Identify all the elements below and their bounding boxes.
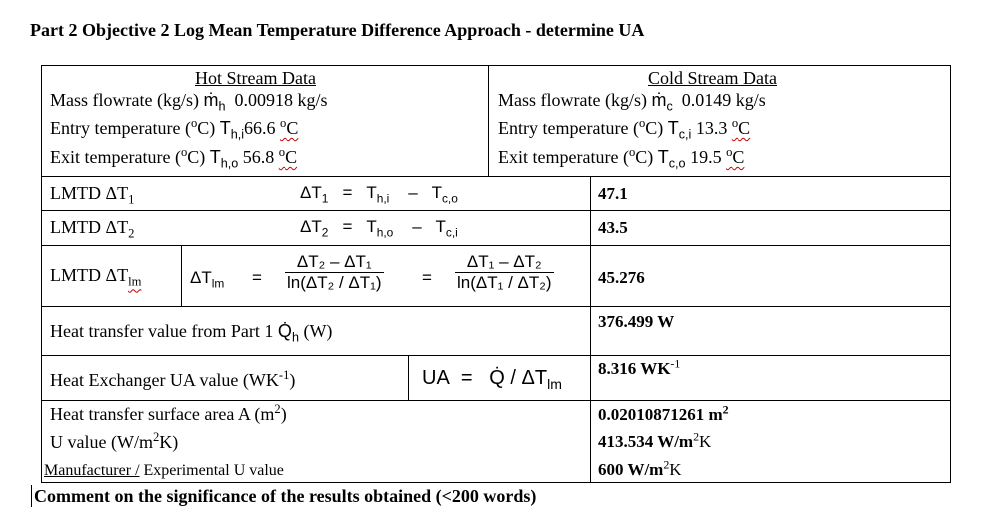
- page-title: Part 2 Objective 2 Log Mean Temperature Difference Approach - determine UA: [30, 20, 645, 40]
- lmtd-dt1-formula: $\Delta T_1$ = $T_{h,i}$ – $T_{c,o}$: [300, 183, 458, 206]
- lmtd-dt2-label: LMTD $\Delta T_2$: [50, 217, 135, 241]
- hot-stream-header: Hot Stream Data: [195, 68, 316, 88]
- manufacturer-u-value: 600 $W/m^2K$: [598, 457, 682, 479]
- lmtd-dtlm-equals-2: =: [422, 268, 432, 287]
- heat-transfer-value: 376.499 W: [598, 312, 675, 331]
- hot-exit-temperature: Exit temperature ($^o$C) $T_{h,o}$ 56.8 $^o$C: [50, 145, 298, 171]
- lmtd-dtlm-label: LMTD $\Delta T_{lm}$: [50, 265, 142, 289]
- lmtd-dt2-value: 43.5: [598, 218, 628, 237]
- cold-exit-temperature: Exit temperature ($^o$C) $T_{c,o}$ 19.5 $^o$C: [498, 145, 745, 171]
- u-value-label: U value $(W/m^2K)$: [50, 430, 179, 452]
- ua-value: 8.316 $WK^{-1}$: [598, 356, 681, 378]
- text-cursor: [31, 485, 32, 507]
- ua-label: Heat Exchanger UA value $(WK^{-1})$: [50, 368, 296, 390]
- surface-area-label: Heat transfer surface area A $(m^2)$: [50, 402, 287, 424]
- cold-mass-flowrate: Mass flowrate (kg/s) ṁ$_c$ 0.0149 kg/s: [498, 90, 766, 114]
- lmtd-dtlm-value: 45.276: [598, 268, 645, 287]
- lmtd-dt1-label: LMTD $\Delta T_1$: [50, 183, 135, 207]
- hot-mass-flowrate: Mass flowrate (kg/s) ṁ$_h$ 0.00918 kg/s: [50, 90, 328, 114]
- manufacturer-u-label: Manufacturer / Experimental U value: [44, 462, 284, 479]
- surface-area-value: 0.02010871261 $m^2$: [598, 402, 729, 424]
- lmtd-dt1-value: 47.1: [598, 184, 628, 203]
- hot-entry-temperature: Entry temperature ($^o$C) $T_{h,i}66.6$ $^o$C: [50, 116, 299, 142]
- u-value-value: 413.534 $W/m^2K$: [598, 429, 712, 451]
- lmtd-dtlm-lhs: $\Delta T_{lm}$: [190, 268, 225, 291]
- comment-prompt[interactable]: Comment on the significance of the results obtained (<200 words): [34, 486, 537, 506]
- lmtd-dt2-formula: $\Delta T_2$ = $T_{h,o}$ – $T_{c,i}$: [300, 217, 458, 240]
- cold-entry-temperature: Entry temperature ($^o$C) $T_{c,i}$ 13.3 $^o$C: [498, 116, 751, 142]
- lmtd-dtlm-fraction-1: $\frac{\text{ΔT₂ – ΔT₁}}{\text{ln(ΔT₂ / ΔT₁)}}$: [287, 252, 382, 292]
- lmtd-dtlm-equals: =: [252, 268, 262, 287]
- lmtd-dtlm-fraction-2: $\frac{\text{ΔT₁ – ΔT₂}}{\text{ln(ΔT₁ / ΔT₂)}}$: [457, 252, 552, 292]
- heat-transfer-label: Heat transfer value from Part 1 $Q̇_h$ (W): [50, 321, 333, 345]
- cold-stream-header: Cold Stream Data: [648, 68, 777, 88]
- ua-formula: UA = Q̇ / $\Delta T_{lm}$: [422, 367, 562, 392]
